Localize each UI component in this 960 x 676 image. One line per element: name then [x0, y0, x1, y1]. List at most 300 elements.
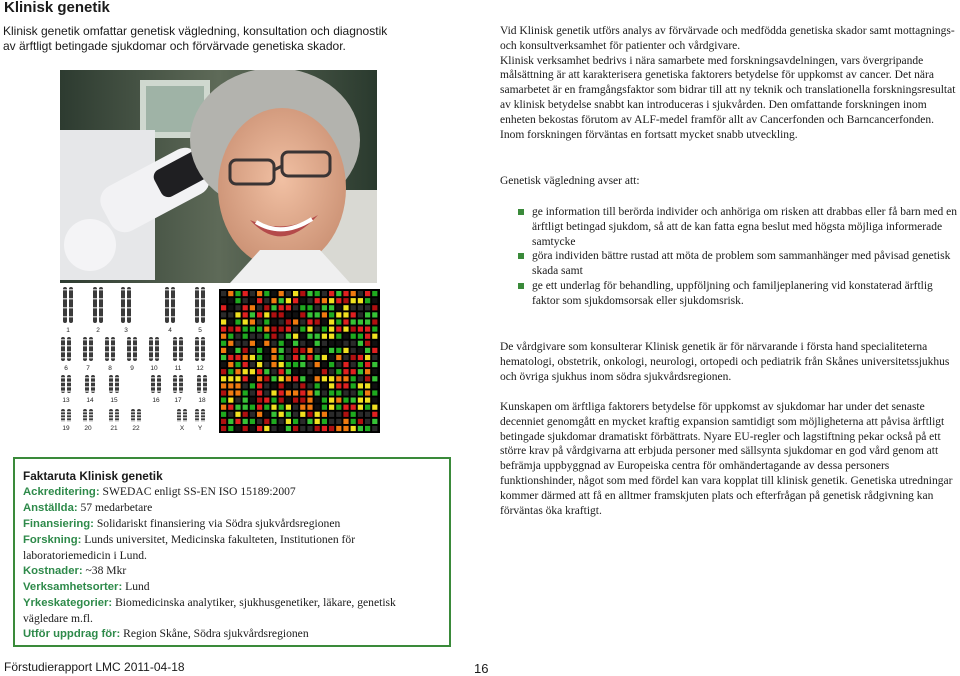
chromosome-band: [61, 420, 65, 422]
microarray-spot: [264, 383, 269, 388]
microarray-spot: [271, 312, 276, 317]
microarray-spot: [329, 405, 334, 410]
microarray-spot: [307, 341, 312, 346]
bullet-square-icon: [518, 283, 524, 289]
page-title: Klinisk genetik: [4, 0, 110, 16]
microarray-spot: [293, 376, 298, 381]
microarray-spot: [279, 355, 284, 360]
microarray-spot: [279, 305, 284, 310]
microarray-spot: [264, 369, 269, 374]
microarray-spot: [336, 327, 341, 332]
chromosome-band: [183, 411, 187, 413]
microarray-spot: [286, 319, 291, 324]
chromosome-band: [151, 391, 155, 393]
microarray-spot: [336, 419, 341, 424]
microarray-spot: [257, 327, 262, 332]
microarray-spot: [250, 305, 255, 310]
microarray-spot: [358, 312, 363, 317]
microarray-spot: [300, 305, 305, 310]
fact-box-heading: Faktaruta Klinisk genetik: [23, 469, 163, 483]
microarray-spot: [315, 369, 320, 374]
microarray-spot: [322, 369, 327, 374]
microarray-spot: [221, 327, 226, 332]
microarray-spot: [235, 376, 240, 381]
chromosome-band: [85, 382, 89, 384]
chromosome-band: [69, 307, 73, 309]
chromosome-band: [173, 351, 177, 353]
microarray-spot: [279, 362, 284, 367]
chromosome-band: [171, 289, 175, 291]
microarray-spot: [351, 341, 356, 346]
microarray-spot: [286, 362, 291, 367]
microarray-spot: [336, 341, 341, 346]
microarray-spot: [336, 369, 341, 374]
microarray-spot: [329, 327, 334, 332]
microarray-spot: [307, 376, 312, 381]
microarray-spot: [307, 327, 312, 332]
microarray-spot: [221, 298, 226, 303]
microarray-spot: [358, 355, 363, 360]
chromosome-band: [137, 417, 141, 419]
microarray-spot: [351, 362, 356, 367]
chromosome-band: [85, 377, 89, 379]
microarray-spot: [243, 390, 248, 395]
microarray-spot: [315, 405, 320, 410]
chromosome-band: [115, 377, 119, 379]
microarray-spot: [329, 412, 334, 417]
microarray-spot: [343, 341, 348, 346]
chromosome-band: [195, 316, 199, 318]
microarray-spot: [293, 412, 298, 417]
microarray-spot: [343, 348, 348, 353]
microarray-spot: [279, 312, 284, 317]
chromosome-band: [137, 411, 141, 413]
chromosome-band: [63, 289, 67, 291]
microarray-spot: [221, 412, 226, 417]
microarray-spot: [235, 305, 240, 310]
microarray-spot: [250, 312, 255, 317]
chromosome-band: [89, 411, 93, 413]
microarray-spot: [235, 334, 240, 339]
microarray-spot: [322, 383, 327, 388]
microarray-spot: [257, 369, 262, 374]
microarray-spot: [315, 383, 320, 388]
chromosome-label: 21: [110, 425, 118, 432]
chromosome-label: 13: [62, 397, 70, 404]
microarray-spot: [329, 362, 334, 367]
microarray-spot: [372, 355, 377, 360]
microarray-spot: [365, 291, 370, 296]
microarray-spot: [343, 312, 348, 317]
microarray-spot: [286, 398, 291, 403]
microarray-spot: [228, 398, 233, 403]
chromosome-band: [183, 414, 187, 416]
microarray-spot: [250, 412, 255, 417]
microarray-spot: [358, 398, 363, 403]
microarray-spot: [315, 298, 320, 303]
chromosome-band: [201, 420, 205, 422]
chromosome-band: [151, 382, 155, 384]
chromosome-band: [165, 307, 169, 309]
chromosome-band: [83, 351, 87, 353]
microarray-spot: [271, 341, 276, 346]
chromosome-band: [179, 382, 183, 384]
chromosome-band: [127, 289, 131, 291]
microarray-spot: [336, 334, 341, 339]
chromosome-band: [91, 391, 95, 393]
microarray-spot: [336, 426, 341, 431]
chromosome: [201, 287, 205, 323]
microarray-spot: [343, 405, 348, 410]
chromosome-band: [173, 339, 177, 341]
paragraph-research: Klinisk verksamhet bedrivs i nära samarbete med forskningsavdelningen, vars övergripande målsättning är att karakterisera genetiska faktorers betydelse för uppkomst av cancer. Det nära samarbetet är en framgångsfaktor som bidrar till att ny teknik och translationella forskningsresultat av klinisk betydelse snabbt kan introduceras i sjukvården. Den omfattande forskningen inom enheten bekostas förutom av ALF-medel framför allt av Cancerfonden och Barncancerfonden.: [500, 54, 956, 126]
microarray-spot: [293, 390, 298, 395]
microarray-spot: [221, 376, 226, 381]
chromosome-label: 15: [110, 397, 118, 404]
microarray-spot: [315, 419, 320, 424]
microarray-spot: [271, 327, 276, 332]
chromosome-label: 7: [86, 365, 90, 372]
chromosome-band: [115, 417, 119, 419]
chromosome-band: [61, 339, 65, 341]
microarray-spot: [257, 298, 262, 303]
microarray-spot: [264, 327, 269, 332]
microarray-spot: [329, 355, 334, 360]
microarray-spot: [307, 419, 312, 424]
list-item: ge ett underlag för behandling, uppföljning och familjeplanering vid konstaterad ärftlig faktor som sjukdomsorsak eller sjukdomsrisk.: [518, 279, 958, 309]
chromosome-band: [109, 386, 113, 388]
microarray-spot: [279, 341, 284, 346]
chromosome-band: [165, 298, 169, 300]
microarray-spot: [358, 305, 363, 310]
chromosome-band: [157, 391, 161, 393]
microarray-spot: [315, 390, 320, 395]
chromosome-band: [61, 411, 65, 413]
microarray-spot: [307, 412, 312, 417]
chromosome-label: 9: [130, 365, 134, 372]
chromosome-band: [173, 382, 177, 384]
microarray-spot: [300, 376, 305, 381]
chromosome-band: [121, 316, 125, 318]
microarray-spot: [235, 398, 240, 403]
chromosome: [69, 287, 73, 323]
chromosome-band: [115, 382, 119, 384]
microarray-spot: [243, 369, 248, 374]
microarray-spot: [279, 334, 284, 339]
microarray-spot: [228, 319, 233, 324]
chromosome-band: [61, 357, 65, 359]
chromosome: [93, 287, 97, 323]
microarray-spot: [264, 312, 269, 317]
paragraph-specialties: De vårdgivare som konsulterar Klinisk genetik är för närvarande i första hand specialiteterna hematologi, obstetrik, onkologi, neurologi, ortopedi och pediatrik från Skånes universitetssjukhus och övriga sjukhus inom södra sjukvårdsregionen.: [500, 341, 950, 383]
chromosome-label: 16: [152, 397, 160, 404]
microarray-spot: [257, 376, 262, 381]
microarray-spot: [307, 426, 312, 431]
microarray-spot: [264, 405, 269, 410]
chromosome-band: [105, 339, 109, 341]
chromosome-band: [67, 414, 71, 416]
microarray-spot: [271, 419, 276, 424]
microarray-spot: [351, 412, 356, 417]
microarray-spot: [336, 390, 341, 395]
microarray-spot: [300, 327, 305, 332]
chromosome-band: [137, 420, 141, 422]
chromosome-band: [203, 382, 207, 384]
chromosome-band: [67, 420, 71, 422]
microarray-spot: [235, 405, 240, 410]
microarray-spot: [235, 426, 240, 431]
microarray-spot: [221, 398, 226, 403]
microarray-spot: [372, 412, 377, 417]
microarray-spot: [264, 412, 269, 417]
microarray-spot: [329, 334, 334, 339]
chromosome-band: [109, 417, 113, 419]
microarray-spot: [235, 419, 240, 424]
chromosome-band: [201, 357, 205, 359]
microarray-spot: [343, 376, 348, 381]
chromosome-band: [89, 345, 93, 347]
chromosome-band: [131, 411, 135, 413]
microarray-spot: [257, 419, 262, 424]
chromosome-band: [201, 298, 205, 300]
microarray-spot: [336, 312, 341, 317]
microarray-spot: [329, 390, 334, 395]
chromosome-label: Y: [197, 425, 203, 432]
microarray-spot: [257, 390, 262, 395]
page-number: 16: [474, 661, 489, 676]
microarray-spot: [228, 298, 233, 303]
microarray-spot: [365, 319, 370, 324]
fact-row-locations: Verksamhetsorter: Lund: [23, 580, 150, 593]
chromosome-band: [149, 357, 153, 359]
microarray-spot: [293, 334, 298, 339]
microarray-spot: [250, 362, 255, 367]
microarray-spot: [315, 426, 320, 431]
microarray-spot: [343, 334, 348, 339]
microarray-spot: [365, 348, 370, 353]
chromosome-band: [105, 351, 109, 353]
chromosome-band: [155, 351, 159, 353]
chromosome-band: [61, 345, 65, 347]
microarray-spot: [271, 376, 276, 381]
microarray-spot: [351, 298, 356, 303]
chromosome-band: [63, 316, 67, 318]
microarray-spot: [365, 334, 370, 339]
microarray-spot: [322, 341, 327, 346]
microarray-spot: [322, 348, 327, 353]
microarray-spot: [336, 319, 341, 324]
microarray-spot: [300, 383, 305, 388]
microarray-spot: [300, 412, 305, 417]
microarray-spot: [300, 319, 305, 324]
chromosome-band: [127, 357, 131, 359]
microarray-spot: [372, 426, 377, 431]
chromosome-band: [177, 417, 181, 419]
microarray-spot: [351, 334, 356, 339]
bullet-square-icon: [518, 209, 524, 215]
chromosome-band: [133, 351, 137, 353]
chromosome-band: [177, 420, 181, 422]
chromosome-label: 12: [196, 365, 204, 372]
microarray-spot: [235, 369, 240, 374]
microarray-spot: [300, 298, 305, 303]
microarray-spot: [264, 319, 269, 324]
microarray-spot: [322, 312, 327, 317]
chromosome-band: [99, 289, 103, 291]
microarray-spot: [322, 376, 327, 381]
microarray-spot: [250, 405, 255, 410]
footer-text: Förstudierapport LMC 2011-04-18: [4, 660, 185, 674]
chromosome-band: [201, 345, 205, 347]
microarray-spot: [329, 398, 334, 403]
chromosome-band: [179, 345, 183, 347]
microarray-spot: [257, 341, 262, 346]
chromosome-band: [83, 420, 87, 422]
microarray-spot: [243, 355, 248, 360]
microarray-spot: [221, 383, 226, 388]
microarray-spot: [372, 376, 377, 381]
microarray-spot: [250, 298, 255, 303]
microarray-spot: [257, 383, 262, 388]
chromosome-band: [179, 351, 183, 353]
bullet-square-icon: [518, 253, 524, 259]
microarray-spot: [228, 327, 233, 332]
microarray-spot: [271, 369, 276, 374]
microarray-spot: [228, 305, 233, 310]
microarray-spot: [315, 412, 320, 417]
microarray-spot: [286, 298, 291, 303]
microarray-spot: [221, 355, 226, 360]
chromosome-band: [179, 391, 183, 393]
microarray-spot: [343, 298, 348, 303]
chromosome-band: [201, 417, 205, 419]
chromosome-label: 4: [168, 327, 172, 334]
microarray-spot: [365, 426, 370, 431]
microarray-spot: [286, 390, 291, 395]
microarray-spot: [372, 334, 377, 339]
chromosome-band: [83, 345, 87, 347]
chromosome-label: 17: [174, 397, 182, 404]
chromosome-band: [61, 414, 65, 416]
microarray-spot: [228, 412, 233, 417]
microarray-spot: [293, 305, 298, 310]
microarray-spot: [279, 405, 284, 410]
chromosome-band: [165, 316, 169, 318]
microarray-spot: [365, 305, 370, 310]
guidance-bullet-list: [518, 205, 958, 309]
fact-box: [13, 457, 451, 647]
microarray-spot: [307, 398, 312, 403]
microarray-spot: [307, 369, 312, 374]
microarray-spot: [329, 419, 334, 424]
microarray-spot: [221, 319, 226, 324]
intro-text: Klinisk genetik omfattar genetisk vägledning, konsultation och diagnostik av ärftligt betingade sjukdomar och förvärvade genetiska skador.: [3, 24, 388, 53]
microarray-spot: [243, 426, 248, 431]
chromosome-band: [171, 307, 175, 309]
microarray-spot: [307, 383, 312, 388]
microarray-spot: [271, 291, 276, 296]
microarray-spot: [286, 334, 291, 339]
chromosome-band: [83, 411, 87, 413]
microarray-spot: [271, 398, 276, 403]
chromosome-band: [61, 386, 65, 388]
microarray-spot: [307, 348, 312, 353]
microarray-spot: [271, 305, 276, 310]
microarray-spot: [322, 305, 327, 310]
chromosome-band: [99, 307, 103, 309]
microarray-spot: [343, 319, 348, 324]
chromosome-band: [183, 420, 187, 422]
chromosome-band: [195, 357, 199, 359]
microarray-spot: [365, 341, 370, 346]
microarray-spot: [235, 319, 240, 324]
microarray-spot: [221, 419, 226, 424]
microarray-spot: [351, 355, 356, 360]
microarray-spot: [221, 291, 226, 296]
microarray-spot: [293, 426, 298, 431]
chromosome-band: [67, 351, 71, 353]
microarray-spot: [221, 305, 226, 310]
microarray-spot: [329, 291, 334, 296]
chromosome-label: 18: [198, 397, 206, 404]
section-description: [500, 24, 960, 142]
chromosome: [195, 287, 199, 323]
microarray-spot: [336, 412, 341, 417]
microarray-spot: [279, 419, 284, 424]
microarray-spot: [286, 419, 291, 424]
microarray-spot: [221, 426, 226, 431]
microarray-spot: [329, 369, 334, 374]
chromosome-band: [165, 289, 169, 291]
chromosome-band: [155, 345, 159, 347]
chromosome-band: [133, 345, 137, 347]
microarray-spot: [300, 291, 305, 296]
chromosome-band: [149, 345, 153, 347]
chromosome-band: [69, 316, 73, 318]
chromosome-band: [197, 377, 201, 379]
microarray-spot: [264, 390, 269, 395]
microarray-spot: [279, 319, 284, 324]
microarray-spot: [271, 319, 276, 324]
chromosome-band: [89, 420, 93, 422]
microarray-spot: [358, 319, 363, 324]
microarray-spot: [351, 383, 356, 388]
microarray-spot: [300, 398, 305, 403]
microarray-spot: [329, 319, 334, 324]
chromosome-band: [99, 316, 103, 318]
microarray-spot: [228, 369, 233, 374]
microarray-spot: [293, 405, 298, 410]
microarray-spot: [235, 291, 240, 296]
microarray-spot: [235, 327, 240, 332]
chromosome-band: [93, 298, 97, 300]
microarray-spot: [315, 305, 320, 310]
chromosome-band: [127, 316, 131, 318]
microarray-spot: [372, 405, 377, 410]
microarray-spot: [322, 298, 327, 303]
microarray-spot: [351, 327, 356, 332]
microarray-spot: [365, 412, 370, 417]
chromosome-band: [91, 382, 95, 384]
microarray-spot: [221, 334, 226, 339]
chromosome-band: [67, 386, 71, 388]
chromosome-band: [105, 345, 109, 347]
microarray-spot: [271, 390, 276, 395]
microarray-spot: [228, 362, 233, 367]
chromosome-band: [67, 382, 71, 384]
microarray-spot: [243, 327, 248, 332]
chromosome-band: [115, 386, 119, 388]
